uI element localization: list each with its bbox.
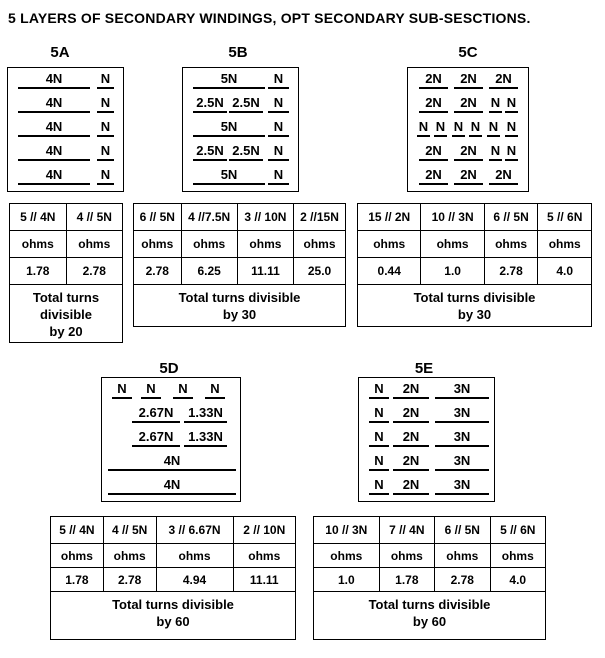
winding-segment: 5N [193,119,265,137]
winding-segment: N [469,119,482,137]
table-header-cell: 6 // 5N [435,517,490,544]
table-total-note [358,285,592,327]
winding-segment: 2N [489,167,518,185]
table-total-note [51,592,296,640]
table-unit-cell: ohms [421,231,484,258]
winding-segment: 2.67N [132,405,180,423]
total-line: by 30 [222,307,257,322]
diagram-5a-label: 5A [50,44,70,61]
total-line: divisible [39,307,93,322]
winding-segment: 2N [489,71,518,89]
diagram-5e-table [313,516,546,640]
table-value-cell: 4.0 [490,568,545,592]
table-total-note [134,285,346,327]
table-unit-cell: ohms [484,231,538,258]
table-header-cell: 3 // 10N [237,204,293,231]
table-value-cell: 2.78 [484,258,538,285]
winding-segment: N [369,453,389,471]
table-value-cell: 2.78 [66,258,123,285]
winding-segment: 4N [18,167,90,185]
winding-segment: 3N [435,429,489,447]
table-header-cell: 5 // 6N [490,517,545,544]
winding-segment: N [489,95,502,113]
table-unit-cell: ohms [134,231,182,258]
table-header-cell: 5 // 4N [10,204,67,231]
winding-segment: 2.5N [229,95,263,113]
table-value-cell: 11.11 [237,258,293,285]
table-header-cell: 6 // 5N [134,204,182,231]
winding-segment: 2N [393,453,429,471]
winding-segment: N [97,71,114,89]
winding-segment: 2N [454,95,483,113]
diagram-5b-label: 5B [228,44,248,61]
diagram-5d-windings [101,377,241,502]
winding-segment: 4N [18,95,90,113]
table-value-cell: 0.44 [358,258,421,285]
table-value-cell: 1.0 [421,258,484,285]
diagram-5b-table [133,203,346,327]
table-unit-cell: ohms [538,231,592,258]
winding-segment: 3N [435,477,489,495]
table-header-cell: 2 //15N [294,204,346,231]
table-header-cell: 5 // 4N [51,517,104,544]
winding-segment: N [452,119,465,137]
table-value-cell: 2.78 [134,258,182,285]
winding-segment: 2N [419,143,448,161]
winding-segment: 2N [393,405,429,423]
winding-segment: N [434,119,447,137]
total-line: Total turns divisible [413,290,536,305]
table-value-cell: 11.11 [233,568,296,592]
winding-segment: 2N [419,95,448,113]
total-line: by 60 [156,614,190,629]
table-unit-cell: ohms [490,544,545,568]
winding-segment: 3N [435,453,489,471]
winding-segment: N [505,119,518,137]
table-value-cell: 4.0 [538,258,592,285]
winding-segment: N [268,95,289,113]
winding-segment: 3N [435,405,489,423]
winding-segment: N [505,95,518,113]
winding-segment: N [369,477,389,495]
winding-segment: 4N [18,119,90,137]
diagram-5a-table [9,203,123,343]
diagram-5c-windings [407,67,529,192]
table-header-cell: 10 // 3N [421,204,484,231]
diagram-5c-label: 5C [458,44,478,61]
total-line: by 60 [412,614,447,629]
winding-segment: N [97,167,114,185]
winding-segment: N [417,119,430,137]
winding-segment: 1.33N [184,405,227,423]
diagram-5b-windings [182,67,299,192]
winding-segment: 2N [393,429,429,447]
winding-segment: 5N [193,167,265,185]
page-title: 5 LAYERS OF SECONDARY WINDINGS, OPT SECONDARY SUB-SESCTIONS. [8,10,531,26]
table-unit-cell: ohms [358,231,421,258]
winding-segment: 3N [435,381,489,399]
winding-segment: 2N [393,477,429,495]
table-value-cell: 1.78 [10,258,67,285]
total-line: by 30 [457,307,492,322]
winding-segment: 5N [193,71,265,89]
winding-segment: 2.5N [193,95,227,113]
winding-segment: 2.67N [132,429,180,447]
winding-segment: N [268,119,289,137]
diagram-5a-windings [7,67,124,192]
diagram-5d-table [50,516,296,640]
winding-segment: N [268,71,289,89]
winding-segment: 2N [419,71,448,89]
table-header-cell: 7 // 4N [379,517,434,544]
total-line: by 20 [49,324,83,339]
diagram-5e-windings [358,377,495,502]
table-value-cell: 25.0 [294,258,346,285]
table-value-cell: 2.78 [103,568,156,592]
winding-segment: N [112,381,132,399]
table-header-cell: 10 // 3N [314,517,380,544]
winding-segment: N [205,381,225,399]
table-value-cell: 1.78 [51,568,104,592]
table-header-cell: 2 // 10N [233,517,296,544]
winding-segment: 2N [419,167,448,185]
winding-segment: N [141,381,161,399]
table-header-cell: 4 // 5N [103,517,156,544]
winding-segment: N [505,143,518,161]
winding-segment: 4N [108,453,236,471]
table-total-note [314,592,546,640]
winding-segment: N [489,143,502,161]
table-unit-cell: ohms [181,231,237,258]
table-header-cell: 4 //7.5N [181,204,237,231]
table-value-cell: 1.0 [314,568,380,592]
table-unit-cell: ohms [10,231,67,258]
table-unit-cell: ohms [51,544,104,568]
winding-segment: N [369,405,389,423]
total-line: Total turns divisible [112,597,234,612]
winding-segment: 2.5N [193,143,227,161]
total-line: Total turns [32,290,100,305]
table-unit-cell: ohms [66,231,123,258]
table-header-cell: 5 // 6N [538,204,592,231]
table-value-cell: 6.25 [181,258,237,285]
winding-segment: 4N [18,143,90,161]
winding-segment: 4N [18,71,90,89]
table-header-cell: 3 // 6.67N [156,517,233,544]
winding-segment: N [268,167,289,185]
table-unit-cell: ohms [156,544,233,568]
table-unit-cell: ohms [314,544,380,568]
winding-segment: N [268,143,289,161]
table-header-cell: 6 // 5N [484,204,538,231]
winding-segment: 2N [454,143,483,161]
winding-segment: 2N [454,167,483,185]
table-unit-cell: ohms [103,544,156,568]
diagram-5e-label: 5E [414,360,434,377]
winding-segment: N [173,381,193,399]
table-unit-cell: ohms [294,231,346,258]
winding-segment: 2N [454,71,483,89]
winding-segment: 2.5N [229,143,263,161]
table-header-cell: 4 // 5N [66,204,123,231]
winding-segment: N [97,95,114,113]
total-line: Total turns divisible [178,290,301,305]
winding-segment: N [369,429,389,447]
table-unit-cell: ohms [233,544,296,568]
winding-segment: 4N [108,477,236,495]
table-unit-cell: ohms [237,231,293,258]
table-header-cell: 15 // 2N [358,204,421,231]
diagram-5c-table [357,203,592,327]
winding-segment: 1.33N [184,429,227,447]
total-line: Total turns divisible [368,597,491,612]
table-unit-cell: ohms [435,544,490,568]
winding-segment: N [369,381,389,399]
table-value-cell: 4.94 [156,568,233,592]
winding-segment: N [97,143,114,161]
table-unit-cell: ohms [379,544,434,568]
table-value-cell: 1.78 [379,568,434,592]
table-total-note [10,285,123,343]
winding-segment: N [487,119,500,137]
winding-segment: 2N [393,381,429,399]
winding-segment: N [97,119,114,137]
table-value-cell: 2.78 [435,568,490,592]
diagram-5d-label: 5D [159,360,179,377]
